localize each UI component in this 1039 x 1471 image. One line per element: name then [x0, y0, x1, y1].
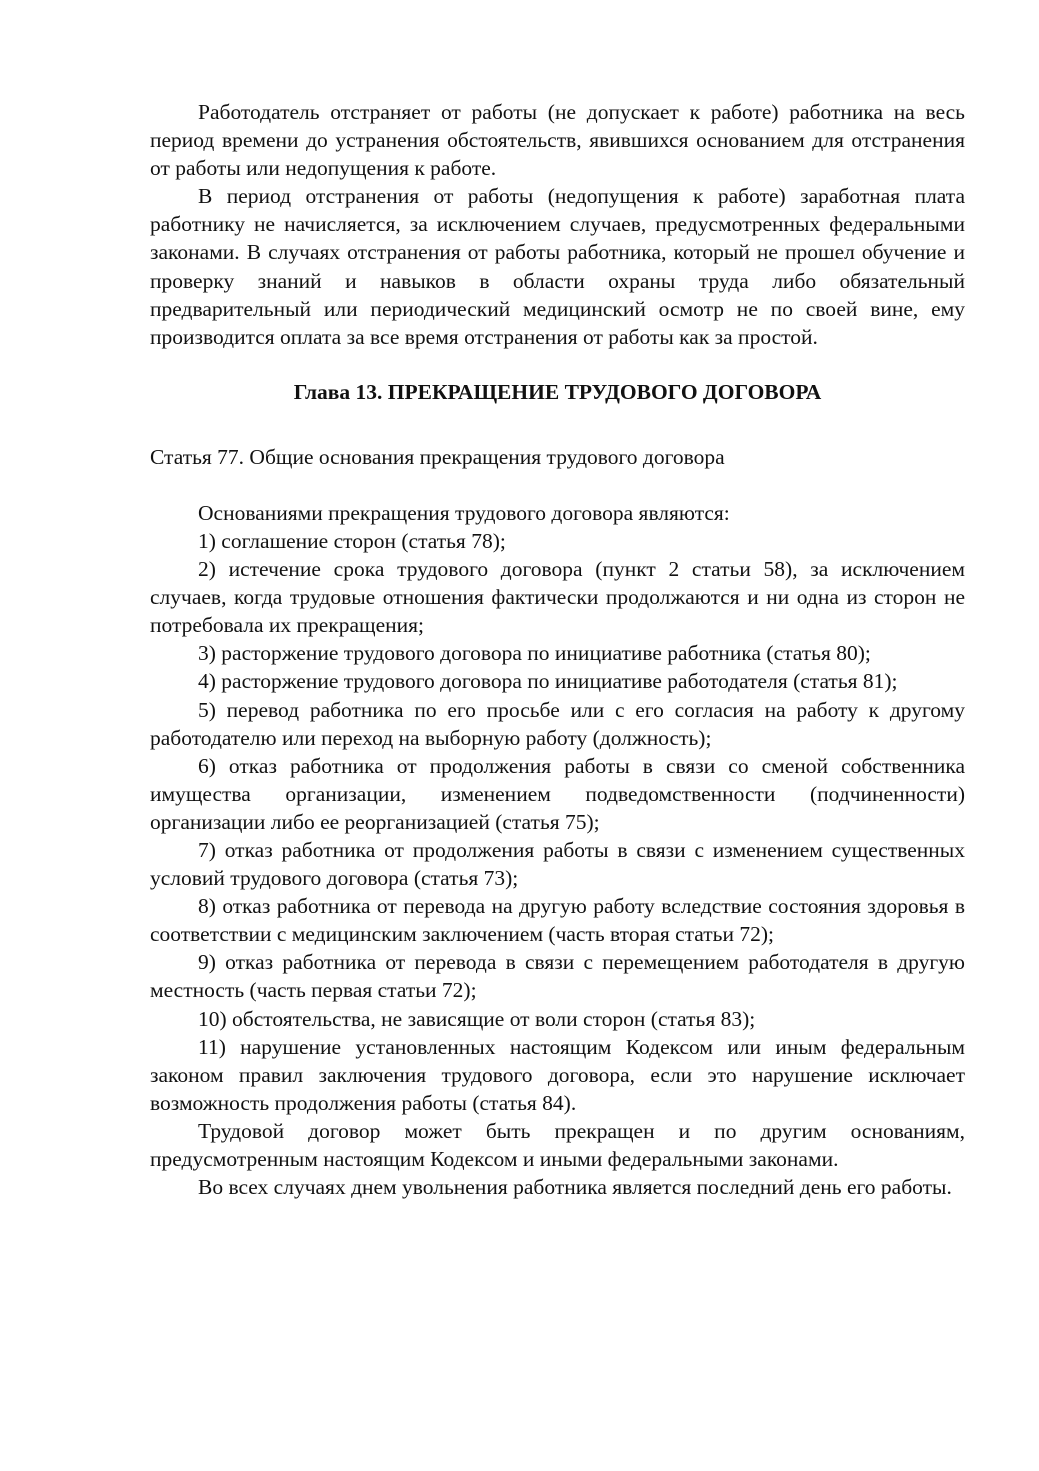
list-item-4: 4) расторжение трудового договора по инициативе работодателя (статья 81); — [198, 669, 898, 694]
list-item-1: 1) соглашение сторон (статья 78); — [198, 528, 506, 553]
chapter-title: Глава 13. ПРЕКРАЩЕНИЕ ТРУДОВОГО ДОГОВОРА — [293, 379, 822, 404]
list-lead: Основаниями прекращения трудового договора являются: — [198, 500, 730, 525]
list-item-8: 8) отказ работника от перевода на другую работу вследствие состояния здоровья в соответствии с медицинским заключением (часть вторая статьи 72); — [150, 894, 965, 947]
list-item-3: 3) расторжение трудового договора по инициативе работника (статья 80); — [198, 641, 871, 666]
list-item-2: 2) истечение срока трудового договора (пункт 2 статьи 58), за исключением случаев, когда трудовые отношения фактически продолжаются и ни одна из сторон не потребовала их прекращения; — [150, 557, 965, 638]
list-item-11: 11) нарушение установленных настоящим Кодексом или иным федеральным законом правил заключения трудового договора, если это нарушение исключает возможность продолжения работы (статья 84). — [150, 1034, 965, 1115]
intro-paragraph-2: В период отстранения от работы (недопущения к работе) заработная плата работнику не начисляется, за исключением случаев, предусмотренных федеральными законами. В случаях отстранения от работы работника, который не прошел обучение и проверку знаний и навыков в области охраны труда либо обязательный предварительный или периодический медицинский осмотр не по своей вине, ему производится оплата за все время отстранения от работы как за простой. — [150, 184, 965, 349]
intro-paragraph-1: Работодатель отстраняет от работы (не допускает к работе) работника на весь период времени до устранения обстоятельств, явившихся основанием для отстранения от работы или недопущения к работе. — [150, 100, 965, 181]
list-item-5: 5) перевод работника по его просьбе или с его согласия на работу к другому работодателю или переход на выборную работу (должность); — [150, 697, 965, 750]
list-item-9: 9) отказ работника от перевода в связи с перемещением работодателя в другую местность (часть первая статьи 72); — [150, 950, 965, 1003]
list-item-7: 7) отказ работника от продолжения работы в связи с изменением существенных условий трудового договора (статья 73); — [150, 837, 965, 891]
list-item-10: 10) обстоятельства, не зависящие от воли сторон (статья 83); — [198, 1006, 756, 1031]
closing-paragraph-2: Во всех случаях днем увольнения работника является последний день его работы. — [198, 1175, 952, 1200]
closing-paragraph-1: Трудовой договор может быть прекращен и по другим основаниям, предусмотренным настоящим Кодексом и иными федеральными законами. — [150, 1118, 965, 1171]
list-item-6: 6) отказ работника от продолжения работы в связи со сменой собственника имущества организации, изменением подведомственности (подчиненности) организации либо ее реорганизацией (статья 75); — [150, 753, 965, 834]
document-page — [150, 98, 965, 1201]
article-title: Статья 77. Общие основания прекращения трудового договора — [150, 444, 725, 469]
